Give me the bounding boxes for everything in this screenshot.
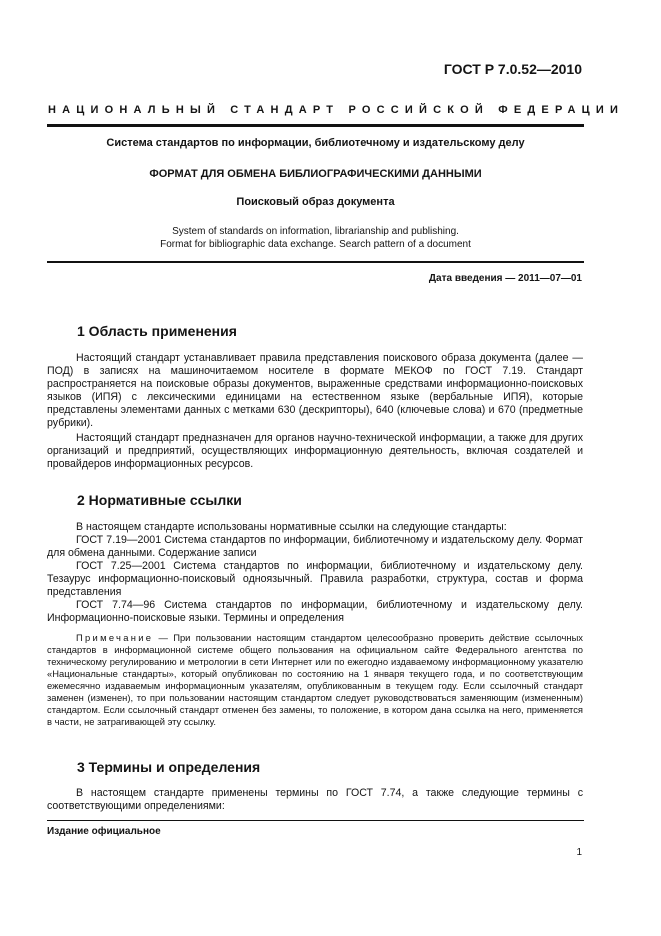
note-paragraph (47, 632, 583, 728)
header-rule (47, 124, 584, 127)
title-rule (47, 261, 584, 263)
note-label: Примечание (76, 632, 154, 643)
introduction-date: Дата введения — 2011—07—01 (428, 273, 582, 284)
section-2-heading: 2 Нормативные ссылки (77, 492, 242, 508)
page-number: 1 (576, 847, 582, 858)
english-title (47, 225, 584, 251)
footer-rule (47, 820, 584, 821)
reference-gost-7-19: ГОСТ 7.19—2001 Система стандартов по информации, библиотечному и издательскому делу. Формат для обмена данными. Содержание записи (47, 534, 583, 559)
reference-gost-7-74: ГОСТ 7.74—96 Система стандартов по информации, библиотечному и издательскому делу. Информационно-поисковые языки. Термины и определения (47, 599, 583, 624)
section-1-paragraph-2: Настоящий стандарт предназначен для органов научно-технической информации, а также для других организаций и предприятий, осуществляющих информационную деятельность, включая создателей и провайдеров информационных ресурсов. (47, 432, 583, 470)
section-1-paragraph-1: Настоящий стандарт устанавливает правила представления поискового образа документа (далее — ПОД) в записях на машиночитаемом носителе в формате МЕКОФ по ГОСТ 7.19. Стандарт распространяется на поисковые образы документов, выраженные средствами информационно-поисковых языков (ИПЯ) с лексическими единицами на естественном языке (вербальные ИПЯ), которые представлены элементами данных с метками 630 (дескрипторы), 640 (ключевые слова) и 670 (предметные рубрики). (47, 352, 583, 429)
english-title-line-1: System of standards on information, librarianship and publishing. (172, 226, 459, 237)
document-subtitle: Поисковый образ документа (236, 196, 395, 208)
official-edition-label: Издание официальное (47, 826, 161, 837)
section-3-paragraph-1: В настоящем стандарте применены термины по ГОСТ 7.74, а также следующие термины с соответствующими определениями: (47, 787, 583, 812)
national-standard-banner: НАЦИОНАЛЬНЫЙ СТАНДАРТ РОССИЙСКОЙ ФЕДЕРАЦИИ (48, 104, 625, 116)
reference-gost-7-25: ГОСТ 7.25—2001 Система стандартов по информации, библиотечному и издательскому делу. Тезаурус информационно-поисковый одноязычный. Правила разработки, структура, состав и форма представления (47, 560, 583, 598)
standards-series-title: Система стандартов по информации, библиотечному и издательскому делу (106, 137, 525, 149)
note-text: — При пользовании настоящим стандартом целесообразно проверить действие ссылочных стандартов в информационной системе общего пользования на официальном сайте Федерального агентства по техническому регулированию и метрологии в сети Интернет или по ежегодно издаваемому информационному указателю «Национальные стандарты», который опубликован по состоянию на 1 января текущего года, и по соответствующим ежемесячно издаваемым информационным указателям, опубликованным в текущем году. Если ссылочный стандарт заменен (изменен), то при пользовании настоящим стандартом следует руководствоваться заменяющим (измененным) стандартом. Если ссылочный стандарт отменен без замены, то положение, в котором дана ссылка на него, применяется в части, не затрагивающей эту ссылку. (47, 632, 583, 727)
document-title: ФОРМАТ ДЛЯ ОБМЕНА БИБЛИОГРАФИЧЕСКИМИ ДАННЫМИ (149, 168, 482, 180)
document-number: ГОСТ Р 7.0.52—2010 (443, 61, 582, 77)
section-3-heading: 3 Термины и определения (77, 759, 261, 775)
section-1-heading: 1 Область применения (77, 323, 237, 339)
section-2-intro: В настоящем стандарте использованы нормативные ссылки на следующие стандарты: (76, 521, 507, 533)
english-title-line-2: Format for bibliographic data exchange. Search pattern of a document (160, 239, 471, 250)
